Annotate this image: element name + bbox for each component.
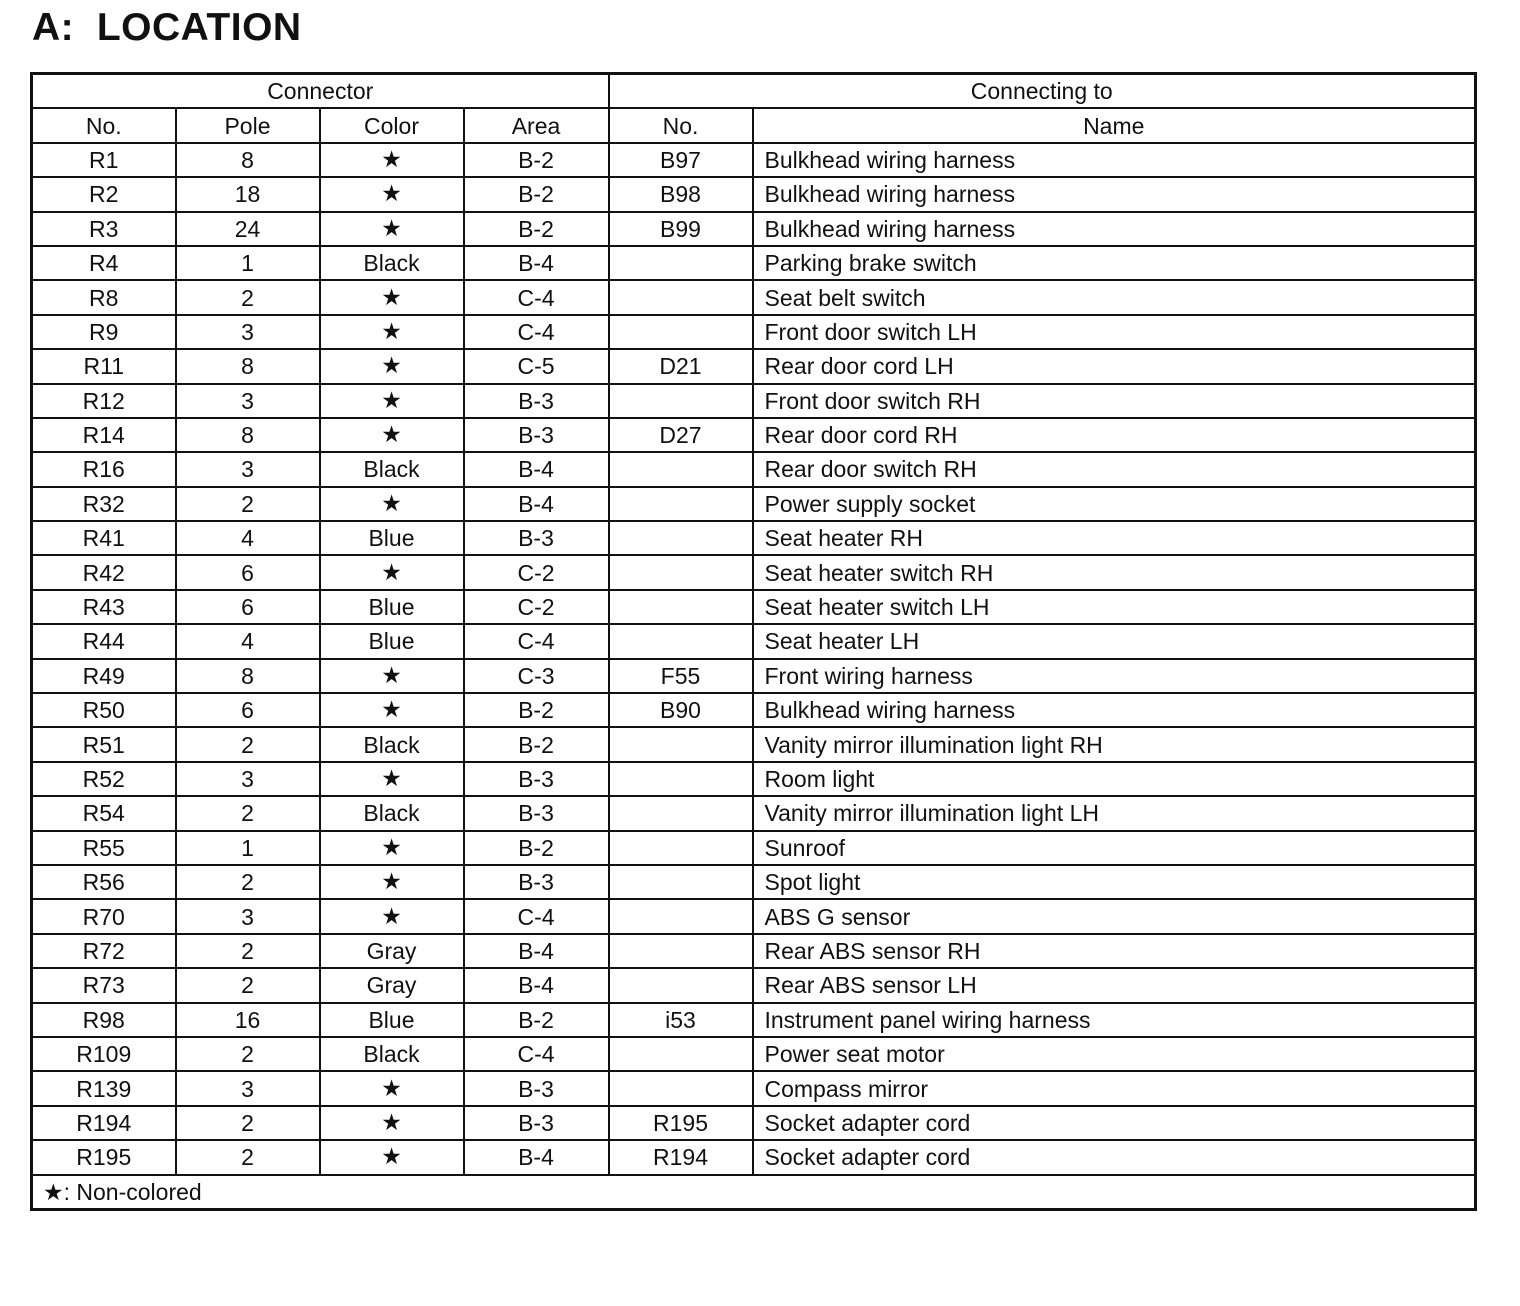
column-header-pole: Pole (176, 108, 320, 142)
cell-name: Rear door switch RH (753, 452, 1476, 486)
cell-pole: 6 (176, 693, 320, 727)
table-row (32, 727, 1476, 761)
cell-pole: 8 (176, 418, 320, 452)
cell-color: Black (320, 1037, 464, 1071)
table-row (32, 865, 1476, 899)
cell-name: Room light (753, 762, 1476, 796)
cell-name: Rear door cord LH (753, 349, 1476, 383)
cell-to-no: B99 (609, 212, 753, 246)
cell-area: B-3 (464, 521, 609, 555)
table-row (32, 659, 1476, 693)
table-row (32, 452, 1476, 486)
connector-group-header: Connector (32, 74, 609, 109)
cell-area: B-2 (464, 831, 609, 865)
cell-to-no (609, 727, 753, 761)
cell-name: Vanity mirror illumination light LH (753, 796, 1476, 830)
cell-no: R194 (32, 1106, 176, 1140)
table-row (32, 934, 1476, 968)
table-row (32, 487, 1476, 521)
cell-to-no: B98 (609, 177, 753, 211)
cell-color: Black (320, 727, 464, 761)
cell-pole: 3 (176, 452, 320, 486)
table-row (32, 246, 1476, 280)
cell-no: R54 (32, 796, 176, 830)
cell-pole: 4 (176, 521, 320, 555)
table-row (32, 418, 1476, 452)
cell-name: Power supply socket (753, 487, 1476, 521)
cell-color: ★ (320, 177, 464, 211)
cell-name: Bulkhead wiring harness (753, 212, 1476, 246)
cell-area: B-4 (464, 452, 609, 486)
cell-name: Seat heater switch LH (753, 590, 1476, 624)
cell-area: B-3 (464, 1071, 609, 1105)
cell-to-no (609, 968, 753, 1002)
cell-pole: 1 (176, 831, 320, 865)
table-row (32, 212, 1476, 246)
table-row (32, 831, 1476, 865)
cell-color: ★ (320, 693, 464, 727)
cell-area: B-4 (464, 968, 609, 1002)
cell-to-no (609, 1037, 753, 1071)
cell-name: Bulkhead wiring harness (753, 693, 1476, 727)
cell-name: Socket adapter cord (753, 1140, 1476, 1174)
cell-area: C-4 (464, 624, 609, 658)
cell-pole: 6 (176, 590, 320, 624)
cell-to-no (609, 865, 753, 899)
column-header-name: Name (753, 108, 1476, 142)
cell-pole: 18 (176, 177, 320, 211)
cell-to-no (609, 384, 753, 418)
cell-to-no: F55 (609, 659, 753, 693)
cell-area: B-3 (464, 762, 609, 796)
cell-area: B-4 (464, 1140, 609, 1174)
cell-name: Seat belt switch (753, 280, 1476, 314)
cell-to-no (609, 246, 753, 280)
table-row (32, 555, 1476, 589)
cell-pole: 8 (176, 143, 320, 177)
cell-to-no (609, 452, 753, 486)
cell-no: R32 (32, 487, 176, 521)
cell-no: R56 (32, 865, 176, 899)
cell-color: ★ (320, 315, 464, 349)
cell-color: ★ (320, 487, 464, 521)
cell-pole: 3 (176, 762, 320, 796)
cell-color: Gray (320, 934, 464, 968)
cell-to-no: B97 (609, 143, 753, 177)
cell-color: ★ (320, 280, 464, 314)
cell-pole: 2 (176, 934, 320, 968)
cell-color: ★ (320, 384, 464, 418)
cell-pole: 2 (176, 968, 320, 1002)
cell-color: ★ (320, 349, 464, 383)
cell-area: B-3 (464, 1106, 609, 1140)
cell-color: ★ (320, 1106, 464, 1140)
cell-area: C-2 (464, 555, 609, 589)
cell-pole: 2 (176, 280, 320, 314)
cell-name: Front door switch RH (753, 384, 1476, 418)
cell-color: ★ (320, 831, 464, 865)
cell-to-no: D27 (609, 418, 753, 452)
cell-pole: 2 (176, 1037, 320, 1071)
cell-name: Front wiring harness (753, 659, 1476, 693)
cell-no: R55 (32, 831, 176, 865)
cell-to-no (609, 762, 753, 796)
cell-to-no (609, 624, 753, 658)
cell-name: Parking brake switch (753, 246, 1476, 280)
column-header-area: Area (464, 108, 609, 142)
cell-name: Rear door cord RH (753, 418, 1476, 452)
cell-color: ★ (320, 143, 464, 177)
cell-name: Spot light (753, 865, 1476, 899)
cell-color: Blue (320, 521, 464, 555)
cell-name: Seat heater RH (753, 521, 1476, 555)
cell-pole: 4 (176, 624, 320, 658)
cell-area: B-3 (464, 418, 609, 452)
cell-area: C-2 (464, 590, 609, 624)
table-row (32, 796, 1476, 830)
cell-pole: 8 (176, 349, 320, 383)
cell-no: R2 (32, 177, 176, 211)
column-header-no: No. (32, 108, 176, 142)
cell-name: Front door switch LH (753, 315, 1476, 349)
cell-name: Bulkhead wiring harness (753, 143, 1476, 177)
cell-no: R14 (32, 418, 176, 452)
cell-color: Blue (320, 624, 464, 658)
table-row (32, 624, 1476, 658)
cell-no: R11 (32, 349, 176, 383)
cell-name: ABS G sensor (753, 899, 1476, 933)
cell-area: C-5 (464, 349, 609, 383)
cell-no: R49 (32, 659, 176, 693)
column-header-color: Color (320, 108, 464, 142)
cell-name: Bulkhead wiring harness (753, 177, 1476, 211)
cell-name: Instrument panel wiring harness (753, 1003, 1476, 1037)
cell-name: Power seat motor (753, 1037, 1476, 1071)
cell-no: R42 (32, 555, 176, 589)
cell-color: Black (320, 452, 464, 486)
cell-color: Blue (320, 590, 464, 624)
cell-to-no (609, 934, 753, 968)
cell-no: R98 (32, 1003, 176, 1037)
cell-area: C-4 (464, 1037, 609, 1071)
cell-area: B-2 (464, 143, 609, 177)
table-row (32, 349, 1476, 383)
cell-to-no (609, 1071, 753, 1105)
cell-area: B-4 (464, 934, 609, 968)
cell-no: R12 (32, 384, 176, 418)
footnote: ★: Non-colored (32, 1175, 1476, 1210)
cell-name: Sunroof (753, 831, 1476, 865)
cell-area: B-4 (464, 246, 609, 280)
cell-color: Black (320, 796, 464, 830)
group-header-row (32, 74, 1476, 109)
cell-area: C-4 (464, 899, 609, 933)
cell-to-no: R194 (609, 1140, 753, 1174)
cell-pole: 3 (176, 315, 320, 349)
cell-color: Gray (320, 968, 464, 1002)
table-row (32, 1037, 1476, 1071)
cell-area: C-4 (464, 315, 609, 349)
cell-name: Seat heater LH (753, 624, 1476, 658)
cell-no: R41 (32, 521, 176, 555)
cell-to-no: D21 (609, 349, 753, 383)
cell-color: ★ (320, 762, 464, 796)
cell-color: ★ (320, 1140, 464, 1174)
table-row (32, 590, 1476, 624)
cell-pole: 2 (176, 727, 320, 761)
cell-to-no: R195 (609, 1106, 753, 1140)
cell-area: B-2 (464, 693, 609, 727)
cell-to-no: i53 (609, 1003, 753, 1037)
table-row (32, 384, 1476, 418)
cell-pole: 8 (176, 659, 320, 693)
cell-pole: 2 (176, 796, 320, 830)
cell-pole: 2 (176, 487, 320, 521)
cell-pole: 2 (176, 1140, 320, 1174)
table-row (32, 1140, 1476, 1174)
cell-area: C-4 (464, 280, 609, 314)
cell-area: B-3 (464, 384, 609, 418)
table-row (32, 521, 1476, 555)
cell-to-no (609, 280, 753, 314)
cell-no: R51 (32, 727, 176, 761)
cell-to-no (609, 796, 753, 830)
cell-color: ★ (320, 1071, 464, 1105)
cell-pole: 24 (176, 212, 320, 246)
cell-area: B-4 (464, 487, 609, 521)
table-row (32, 693, 1476, 727)
cell-area: B-2 (464, 1003, 609, 1037)
cell-no: R44 (32, 624, 176, 658)
connecting-to-group-header: Connecting to (609, 74, 1476, 109)
cell-area: B-2 (464, 212, 609, 246)
cell-name: Seat heater switch RH (753, 555, 1476, 589)
cell-name: Vanity mirror illumination light RH (753, 727, 1476, 761)
cell-pole: 3 (176, 1071, 320, 1105)
cell-to-no (609, 555, 753, 589)
cell-pole: 1 (176, 246, 320, 280)
cell-name: Socket adapter cord (753, 1106, 1476, 1140)
cell-color: Black (320, 246, 464, 280)
footnote-row (32, 1175, 1476, 1210)
cell-pole: 16 (176, 1003, 320, 1037)
cell-name: Rear ABS sensor RH (753, 934, 1476, 968)
cell-no: R52 (32, 762, 176, 796)
cell-to-no: B90 (609, 693, 753, 727)
cell-to-no (609, 899, 753, 933)
table-row (32, 280, 1476, 314)
cell-pole: 2 (176, 865, 320, 899)
cell-name: Rear ABS sensor LH (753, 968, 1476, 1002)
cell-pole: 3 (176, 384, 320, 418)
cell-no: R50 (32, 693, 176, 727)
cell-color: ★ (320, 865, 464, 899)
table-row (32, 177, 1476, 211)
cell-no: R16 (32, 452, 176, 486)
page-title: A: LOCATION (32, 6, 302, 49)
table-row (32, 1106, 1476, 1140)
cell-no: R43 (32, 590, 176, 624)
cell-color: ★ (320, 659, 464, 693)
cell-color: ★ (320, 899, 464, 933)
cell-no: R139 (32, 1071, 176, 1105)
cell-to-no (609, 487, 753, 521)
cell-no: R73 (32, 968, 176, 1002)
location-table (30, 72, 1477, 1211)
column-header-to-no: No. (609, 108, 753, 142)
table-row (32, 1071, 1476, 1105)
cell-pole: 3 (176, 899, 320, 933)
cell-to-no (609, 831, 753, 865)
table-row (32, 143, 1476, 177)
cell-no: R72 (32, 934, 176, 968)
cell-no: R9 (32, 315, 176, 349)
cell-area: B-3 (464, 796, 609, 830)
cell-area: B-3 (464, 865, 609, 899)
cell-to-no (609, 315, 753, 349)
column-header-row (32, 108, 1476, 142)
table-row (32, 899, 1476, 933)
cell-area: C-3 (464, 659, 609, 693)
cell-pole: 6 (176, 555, 320, 589)
cell-color: ★ (320, 212, 464, 246)
cell-no: R70 (32, 899, 176, 933)
table-row (32, 1003, 1476, 1037)
cell-no: R4 (32, 246, 176, 280)
cell-to-no (609, 590, 753, 624)
cell-no: R195 (32, 1140, 176, 1174)
table-row (32, 968, 1476, 1002)
cell-pole: 2 (176, 1106, 320, 1140)
cell-name: Compass mirror (753, 1071, 1476, 1105)
cell-area: B-2 (464, 177, 609, 211)
cell-color: ★ (320, 418, 464, 452)
cell-no: R1 (32, 143, 176, 177)
table-row (32, 762, 1476, 796)
cell-no: R3 (32, 212, 176, 246)
cell-to-no (609, 521, 753, 555)
table-row (32, 315, 1476, 349)
cell-no: R109 (32, 1037, 176, 1071)
cell-no: R8 (32, 280, 176, 314)
cell-area: B-2 (464, 727, 609, 761)
cell-color: Blue (320, 1003, 464, 1037)
cell-color: ★ (320, 555, 464, 589)
